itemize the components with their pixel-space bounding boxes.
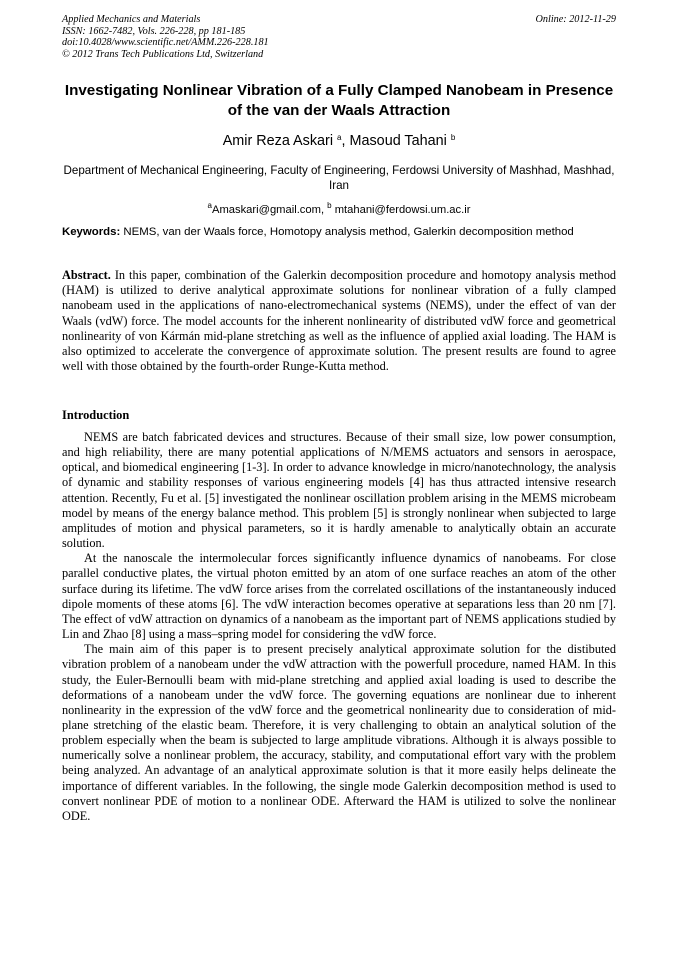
author-name: Masoud Tahani xyxy=(349,133,447,149)
journal-header xyxy=(62,14,616,60)
doi-line: doi:10.4028/www.scientific.net/AMM.226-228.181 xyxy=(62,37,269,49)
keywords-text: NEMS, van der Waals force, Homotopy analysis method, Galerkin decomposition method xyxy=(123,226,574,238)
paragraph: NEMS are batch fabricated devices and structures. Because of their small size, low power consumption, and high reliability, there are many potential applications of N/MEMS actuators and sensors in aerospace, optical, and biomedical engineering [1-3]. In order to advance knowledge in micro/nanotechnology, the analysis of dynamic and stability responses of various engineering models [4] has thus attracted intensive research attention. Recently, Fu et al. [5] investigated the nonlinear oscillation problem arising in the MEMS microbeam model by means of the energy balance method. This problem [5] is strongly nonlinear when subjected to large amplitudes of motion and physical parameters, so it is hardly amenable to analytically obtain an accurate solution. xyxy=(62,430,616,551)
copyright-line: © 2012 Trans Tech Publications Ltd, Switzerland xyxy=(62,48,264,60)
paper-title: Investigating Nonlinear Vibration of a Fully Clamped Nanobeam in Presence of the van der Waals Attraction xyxy=(64,82,614,119)
author-separator: , xyxy=(341,133,350,149)
author-line xyxy=(62,129,616,150)
paragraph: At the nanoscale the intermolecular forces significantly influence dynamics of nanobeams. For close parallel conductive plates, the virtual photon emitted by an atom of one surface reaches an atom of the other surface during its lifetime. The vdW force arises from the correlated oscillations of the instantaneously induced dipole moments of these atoms [6]. The vdW interaction becomes operative at separations less than 20 nm [7]. The effect of vdW attraction on dynamics of a nanobeam as the important part of NEMS applications studied by Lin and Zhao [8] using a mass–spring model for considering the vdW force. xyxy=(62,551,616,642)
email-separator: , xyxy=(320,204,328,216)
affiliation: Department of Mechanical Engineering, Faculty of Engineering, Ferdowsi University of Mashhad, Mashhad, Iran xyxy=(63,164,615,193)
author-name: Amir Reza Askari xyxy=(222,133,334,149)
introduction-body xyxy=(62,430,616,824)
email-mark: b xyxy=(327,201,332,210)
online-date: Online: 2012-11-29 xyxy=(535,14,616,25)
section-heading: Introduction xyxy=(62,408,130,422)
email-line xyxy=(62,199,616,217)
email-mark: a xyxy=(207,201,212,210)
keywords xyxy=(62,225,616,240)
email-address: mtahani@ferdowsi.um.ac.ir xyxy=(334,204,471,216)
keywords-label: Keywords: xyxy=(62,226,121,238)
email-address: Amaskari@gmail.com xyxy=(211,204,321,216)
author-mark: a xyxy=(337,133,342,142)
author-mark: b xyxy=(450,133,456,142)
journal-name: Applied Mechanics and Materials xyxy=(62,14,201,25)
paragraph: The main aim of this paper is to present precisely analytical approximate solution for the distibuted vibration problem of a nanobeam under the vdW attraction with the powerfull procedure, named HAM. In this study, the Euler-Bernoulli beam with mid-plane stretching and applied axial loading is used to describe the deformations of a nanobeam under the vdW force. The governing equations are nonlinear due to inherent nonlinearity in the expression of the vdW force and the geometrical nonlinearity due to consideration of mid-plane stretching of the elastic beam. Therefore, it is very challenging to obtain an analytical solution of the problem especially when the beam is subjected to large amplitude vibrations. Although it is always possible to numerically solve a nonlinear problem, the accuracy, stability, and computational effort vary with the problem being analyzed. An advantage of an analytical approximate solution is that it more easily helps delineate the importance of different variables. In the following, the single mode Galerkin decomposition method is used to convert nonlinear PDE of motion to a nonlinear ODE. Afterward the HAM is utilized to solve the nonlinear ODE. xyxy=(62,642,616,823)
abstract-label: Abstract. xyxy=(62,268,111,282)
abstract-text: In this paper, combination of the Galerkin decomposition procedure and homotopy analysis method (HAM) is utilized to derive analytical approximate solutions for nonlinear vibration of a fully clamped nanobeam used in the applications of nano-electromechanical systems (NEMS), under the effect of van der Waals (vdW) force. The model accounts for the inherent nonlinearity of distributed vdW force and geometrical nonlinearity of von Kármán mid-plane stretching as well as the influence of applied axial loading. The HAM is also optimized to accelerate the convergence of approximate solution. The present results are found to agree well with those obtained by the fourth-order Runge-Kutta method. xyxy=(62,268,616,374)
abstract xyxy=(62,268,616,374)
issn-line: ISSN: 1662-7482, Vols. 226-228, pp 181-185 xyxy=(62,25,246,37)
